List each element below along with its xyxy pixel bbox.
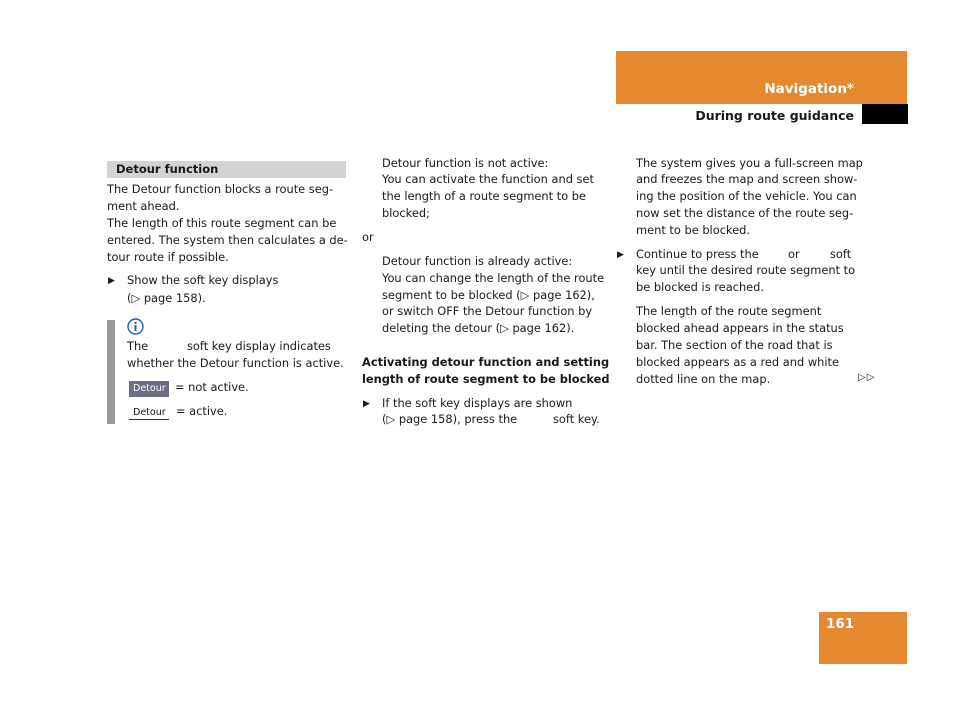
body-line: ment ahead. (107, 199, 180, 213)
body-line: entered. The system then calculates a de- (107, 233, 348, 247)
detour-softkey-active: Detour (129, 405, 169, 420)
section-title: Detour function (116, 162, 219, 176)
note-text: The (127, 339, 149, 353)
step-line: be blocked is reached. (636, 280, 765, 294)
page-number: 161 (826, 616, 855, 632)
triangle-bullet-icon: ▶ (617, 250, 624, 260)
body-line: or switch OFF the Detour function by (382, 304, 593, 318)
body-line: blocked appears as a red and white (636, 355, 839, 369)
step-line: key until the desired route segment to (636, 263, 856, 277)
section-subtitle: During route guidance (695, 108, 854, 123)
step-line: (▷ page 158), press the (382, 412, 518, 426)
step-line: (▷ page 158). (127, 291, 206, 305)
body-line: now set the distance of the route seg- (636, 206, 854, 220)
note-text: = active. (176, 404, 228, 418)
body-line: The length of the route segment (636, 304, 822, 318)
header-banner (616, 51, 907, 104)
step-line: or (788, 247, 800, 261)
note-text: = not active. (175, 380, 249, 394)
body-line: blocked; (382, 206, 430, 220)
step-line: Continue to press the (636, 247, 759, 261)
triangle-bullet-icon: ▶ (363, 399, 370, 409)
chapter-title: Navigation* (764, 81, 854, 97)
body-line: tour route if possible. (107, 250, 229, 264)
body-line: The length of this route segment can be (107, 216, 337, 230)
triangle-bullet-icon: ▶ (108, 276, 115, 286)
step-line: If the soft key displays are shown (382, 396, 573, 410)
body-line: The Detour function blocks a route seg- (107, 182, 334, 196)
body-line: ment to be blocked. (636, 223, 751, 237)
body-line: dotted line on the map. (636, 372, 771, 386)
subheading: Activating detour function and setting (362, 355, 610, 369)
step-line: soft key. (553, 412, 600, 426)
body-line: Detour function is already active: (382, 254, 573, 268)
detour-softkey-inactive: Detour (129, 381, 169, 397)
note-sidebar (107, 320, 115, 424)
chapter-tab-marker (862, 104, 908, 124)
body-line: segment to be blocked (▷ page 162), (382, 288, 595, 302)
body-line: deleting the detour (▷ page 162). (382, 321, 575, 335)
note-text: soft key display indicates (187, 339, 331, 353)
step-line: Show the soft key displays (127, 273, 279, 287)
info-icon (127, 318, 144, 335)
body-line: Detour function is not active: (382, 156, 549, 170)
body-line: ing the position of the vehicle. You can (636, 189, 857, 203)
body-line: You can activate the function and set (382, 172, 594, 186)
body-line: You can change the length of the route (382, 271, 605, 285)
continued-arrow-icon: ▷▷ (858, 372, 876, 383)
body-line: and freezes the map and screen show- (636, 172, 858, 186)
body-line: bar. The section of the road that is (636, 338, 833, 352)
body-line: or (362, 230, 374, 244)
note-text: whether the Detour function is active. (127, 356, 344, 370)
step-line: soft (830, 247, 852, 261)
body-line: blocked ahead appears in the status (636, 321, 844, 335)
body-line: the length of a route segment to be (382, 189, 587, 203)
subheading: length of route segment to be blocked (362, 372, 610, 386)
body-line: The system gives you a full-screen map (636, 156, 863, 170)
